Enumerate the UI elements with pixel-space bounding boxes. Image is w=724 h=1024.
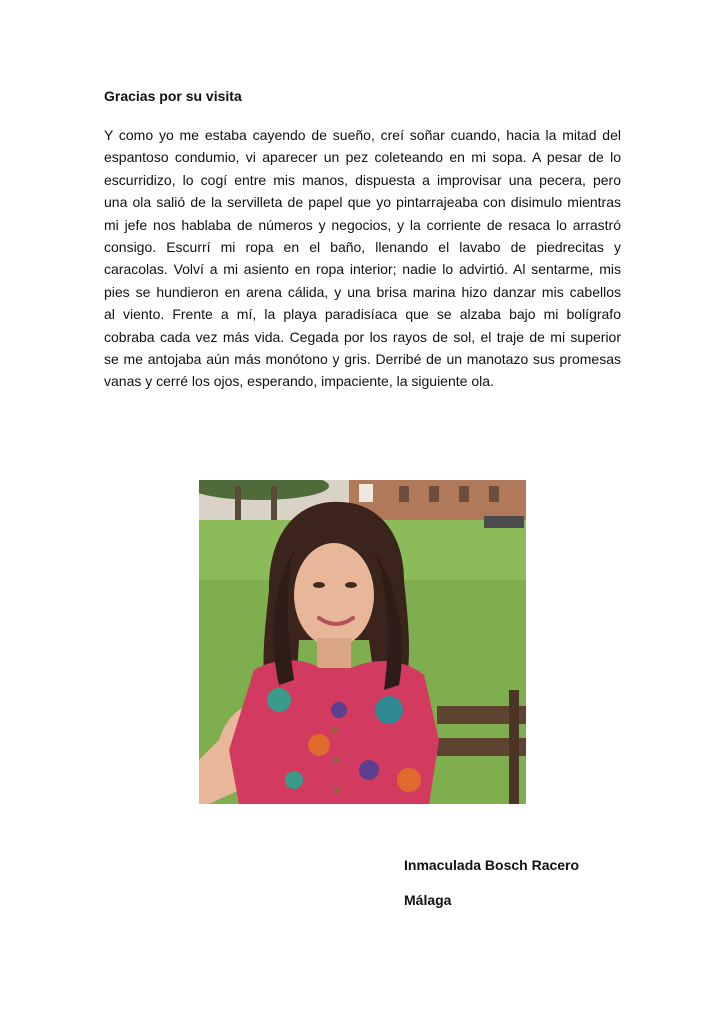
author-photo [199, 480, 526, 804]
story-paragraph [104, 124, 621, 393]
paragraph-line: se me antojaba aún más monótono y gris. Derribé de un manotazo sus promesas [104, 350, 621, 367]
paragraph-line: espantoso condumio, vi aparecer un pez coleteando en mi sopa. A pesar de lo [104, 149, 621, 166]
author-photo-illustration [199, 480, 526, 804]
paragraph-line: escurridizo, lo cogí entre mis manos, dispuesta a improvisar una pecera, pero [104, 171, 621, 188]
paragraph-line: cobraba cada vez más vida. Cegada por los rayos de sol, el traje de mi superior [104, 328, 621, 345]
paragraph-line: al viento. Frente a mí, la playa paradisíaca que se alzaba bajo mi bolígrafo [104, 306, 621, 323]
paragraph-line: mi jefe nos hablaba de números y negocios, y la corriente de resaca lo arrastró [104, 216, 621, 233]
author-name: Inmaculada Bosch Racero [404, 857, 580, 873]
paragraph-line: pies se hundieron en arena cálida, y una brisa marina hizo danzar mis cabellos [104, 283, 621, 300]
paragraph-line: caracolas. Volví a mi asiento en ropa interior; nadie lo advirtió. Al sentarme, mis [104, 261, 621, 278]
paragraph-line: vanas y cerré los ojos, esperando, impaciente, la siguiente ola. [104, 373, 494, 390]
paragraph-line: una ola salió de la servilleta de papel que yo pintarrajeaba con disimulo mientras [104, 194, 621, 211]
story-title: Gracias por su visita [104, 88, 242, 104]
paragraph-line: Y como yo me estaba cayendo de sueño, creí soñar cuando, hacia la mitad del [104, 127, 621, 143]
author-location: Málaga [404, 892, 452, 908]
paragraph-line: consigo. Escurrí mi ropa en el baño, llenando el lavabo de piedrecitas y [104, 238, 621, 255]
